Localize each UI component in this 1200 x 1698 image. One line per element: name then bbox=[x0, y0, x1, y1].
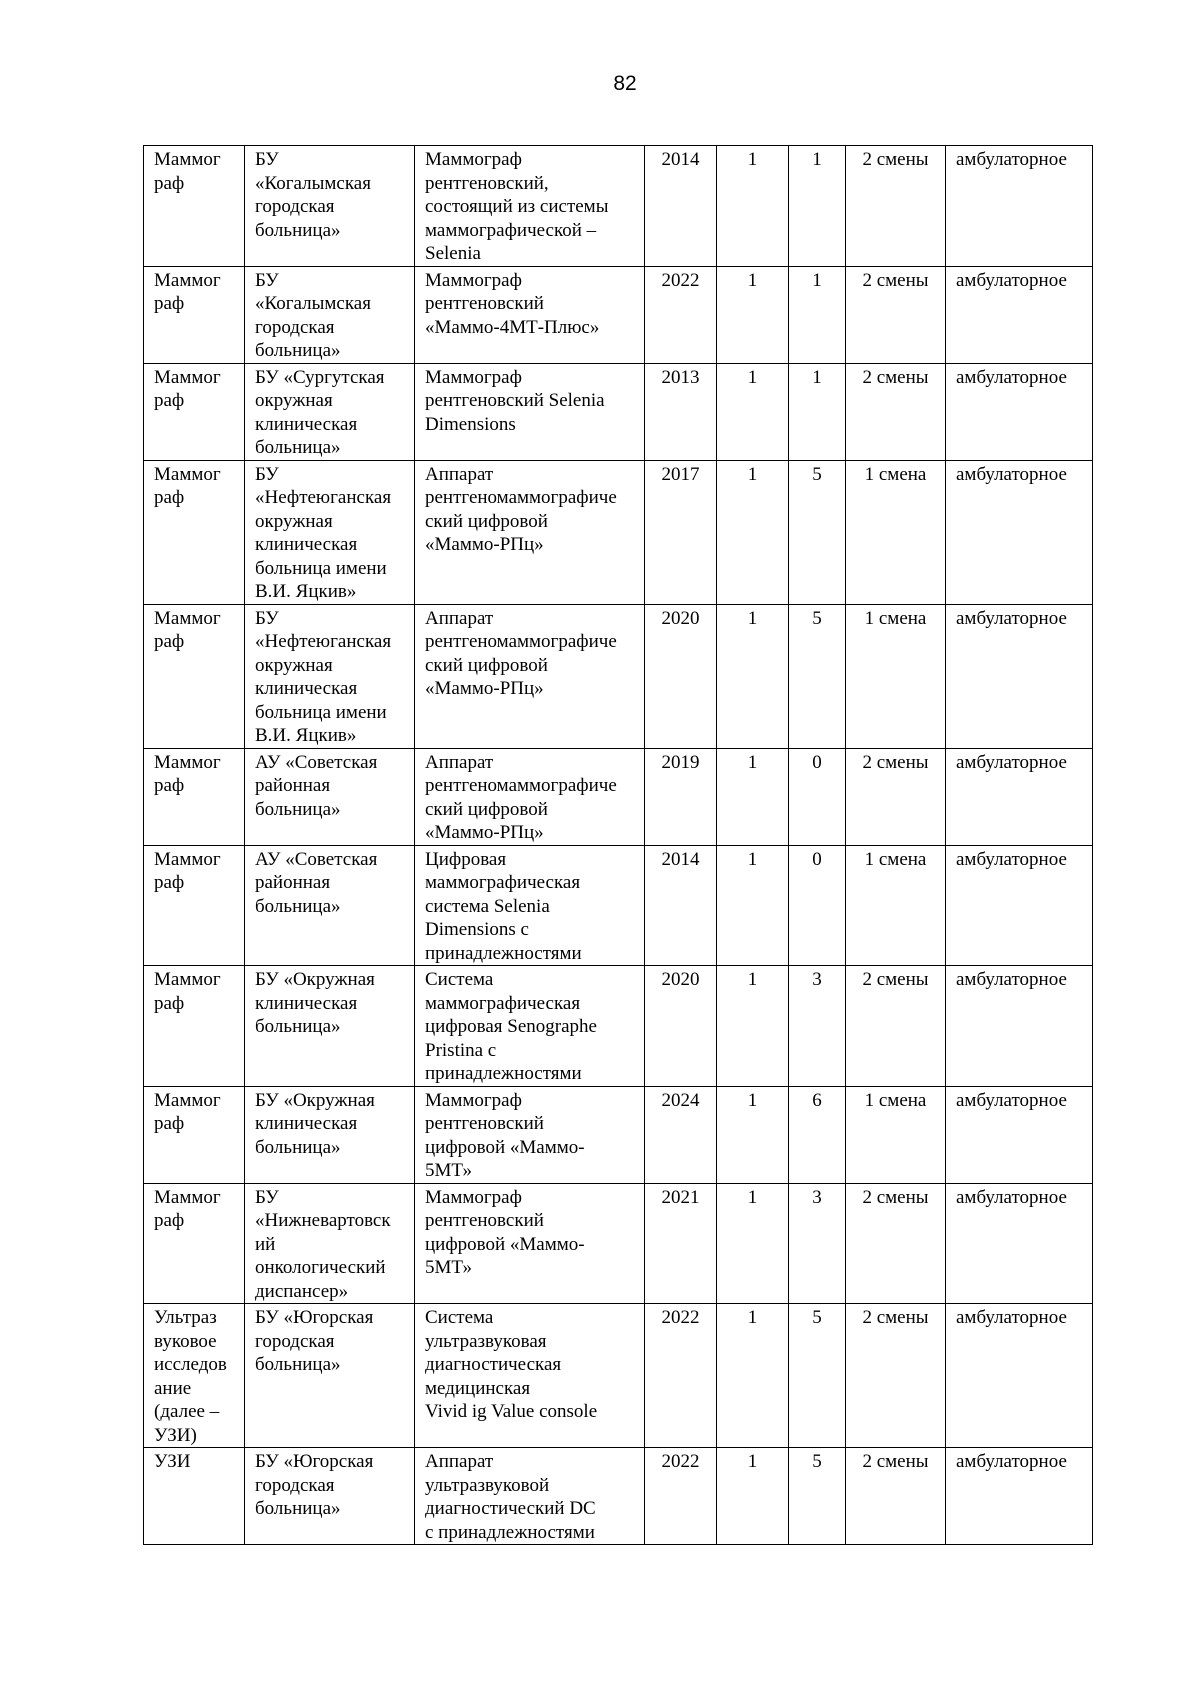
cell-shifts: 2 смены bbox=[846, 146, 946, 267]
cell-care-type: амбулаторное bbox=[946, 845, 1093, 966]
cell-organization: АУ «Советская районная больница» bbox=[245, 748, 415, 845]
cell-organization: БУ «Сургутская окружная клиническая больница» bbox=[245, 363, 415, 460]
cell-organization: БУ «Окружная клиническая больница» bbox=[245, 1086, 415, 1183]
cell-care-type: амбулаторное bbox=[946, 460, 1093, 604]
page-number: 82 bbox=[613, 72, 637, 95]
cell-shifts: 2 смены bbox=[846, 363, 946, 460]
cell-care-type: амбулаторное bbox=[946, 1183, 1093, 1304]
cell-name: Маммог раф bbox=[144, 146, 245, 267]
cell-equipment: Аппарат ультразвуковой диагностический DC с принадлежностями bbox=[415, 1448, 645, 1545]
cell-shifts: 2 смены bbox=[846, 966, 946, 1087]
cell-equipment: Цифровая маммографическая система Selenia Dimensions с принадлежностями bbox=[415, 845, 645, 966]
cell-equipment: Система ультразвуковая диагностическая медицинская Vivid ig Value console bbox=[415, 1304, 645, 1448]
cell-name: Маммог раф bbox=[144, 266, 245, 363]
table-body bbox=[144, 146, 1093, 1545]
cell-organization: БУ «Нефтеюганская окружная клиническая больница имени В.И. Яцкив» bbox=[245, 604, 415, 748]
cell-shifts: 2 смены bbox=[846, 1183, 946, 1304]
cell-care-type: амбулаторное bbox=[946, 604, 1093, 748]
cell-organization: БУ «Окружная клиническая больница» bbox=[245, 966, 415, 1087]
cell-quantity: 1 bbox=[717, 748, 789, 845]
cell-equipment: Маммограф рентгеновский цифровой «Маммо- 5МТ» bbox=[415, 1183, 645, 1304]
cell-organization: АУ «Советская районная больница» bbox=[245, 845, 415, 966]
cell-count: 5 bbox=[789, 1304, 846, 1448]
cell-care-type: амбулаторное bbox=[946, 266, 1093, 363]
cell-count: 0 bbox=[789, 748, 846, 845]
cell-year: 2017 bbox=[645, 460, 717, 604]
cell-quantity: 1 bbox=[717, 266, 789, 363]
cell-equipment: Маммограф рентгеновский Selenia Dimensions bbox=[415, 363, 645, 460]
cell-year: 2020 bbox=[645, 604, 717, 748]
cell-care-type: амбулаторное bbox=[946, 363, 1093, 460]
cell-shifts: 2 смены bbox=[846, 1448, 946, 1545]
table-row bbox=[144, 748, 1093, 845]
cell-shifts: 1 смена bbox=[846, 460, 946, 604]
cell-name: УЗИ bbox=[144, 1448, 245, 1545]
cell-name: Маммог раф bbox=[144, 966, 245, 1087]
cell-organization: БУ «Нефтеюганская окружная клиническая больница имени В.И. Яцкив» bbox=[245, 460, 415, 604]
cell-count: 1 bbox=[789, 363, 846, 460]
cell-equipment: Маммограф рентгеновский цифровой «Маммо- 5МТ» bbox=[415, 1086, 645, 1183]
cell-year: 2022 bbox=[645, 266, 717, 363]
cell-equipment: Маммограф рентгеновский «Маммо-4МТ-Плюс» bbox=[415, 266, 645, 363]
cell-name: Маммог раф bbox=[144, 460, 245, 604]
cell-shifts: 2 смены bbox=[846, 1304, 946, 1448]
cell-name: Ультраз вуковое исследов ание (далее – УЗИ) bbox=[144, 1304, 245, 1448]
table-row bbox=[144, 604, 1093, 748]
cell-equipment: Маммограф рентгеновский, состоящий из системы маммографической – Selenia bbox=[415, 146, 645, 267]
table-row bbox=[144, 460, 1093, 604]
cell-equipment: Аппарат рентгеномаммографиче ский цифровой «Маммо-РПц» bbox=[415, 604, 645, 748]
table-row bbox=[144, 363, 1093, 460]
cell-care-type: амбулаторное bbox=[946, 1448, 1093, 1545]
cell-year: 2022 bbox=[645, 1304, 717, 1448]
cell-count: 1 bbox=[789, 146, 846, 267]
cell-quantity: 1 bbox=[717, 363, 789, 460]
cell-name: Маммог раф bbox=[144, 363, 245, 460]
table-row bbox=[144, 266, 1093, 363]
cell-shifts: 1 смена bbox=[846, 604, 946, 748]
cell-quantity: 1 bbox=[717, 146, 789, 267]
cell-name: Маммог раф bbox=[144, 748, 245, 845]
cell-quantity: 1 bbox=[717, 1183, 789, 1304]
cell-year: 2013 bbox=[645, 363, 717, 460]
table-row bbox=[144, 146, 1093, 267]
cell-care-type: амбулаторное bbox=[946, 966, 1093, 1087]
cell-quantity: 1 bbox=[717, 1448, 789, 1545]
cell-name: Маммог раф bbox=[144, 604, 245, 748]
cell-care-type: амбулаторное bbox=[946, 1086, 1093, 1183]
cell-year: 2024 bbox=[645, 1086, 717, 1183]
cell-count: 5 bbox=[789, 460, 846, 604]
cell-shifts: 2 смены bbox=[846, 748, 946, 845]
cell-equipment: Аппарат рентгеномаммографиче ский цифровой «Маммо-РПц» bbox=[415, 460, 645, 604]
cell-quantity: 1 bbox=[717, 460, 789, 604]
cell-count: 5 bbox=[789, 604, 846, 748]
cell-care-type: амбулаторное bbox=[946, 146, 1093, 267]
cell-name: Маммог раф bbox=[144, 1183, 245, 1304]
cell-name: Маммог раф bbox=[144, 1086, 245, 1183]
table-row bbox=[144, 1448, 1093, 1545]
cell-shifts: 1 смена bbox=[846, 1086, 946, 1183]
cell-quantity: 1 bbox=[717, 845, 789, 966]
cell-shifts: 2 смены bbox=[846, 266, 946, 363]
cell-count: 5 bbox=[789, 1448, 846, 1545]
table-row bbox=[144, 1183, 1093, 1304]
cell-quantity: 1 bbox=[717, 1086, 789, 1183]
cell-count: 0 bbox=[789, 845, 846, 966]
cell-year: 2022 bbox=[645, 1448, 717, 1545]
cell-year: 2020 bbox=[645, 966, 717, 1087]
cell-name: Маммог раф bbox=[144, 845, 245, 966]
cell-care-type: амбулаторное bbox=[946, 1304, 1093, 1448]
cell-equipment: Система маммографическая цифровая Senographe Pristina с принадлежностями bbox=[415, 966, 645, 1087]
cell-organization: БУ «Югорская городская больница» bbox=[245, 1448, 415, 1545]
cell-count: 3 bbox=[789, 1183, 846, 1304]
equipment-table bbox=[143, 145, 1093, 1545]
table-row bbox=[144, 845, 1093, 966]
cell-organization: БУ «Югорская городская больница» bbox=[245, 1304, 415, 1448]
cell-year: 2014 bbox=[645, 845, 717, 966]
cell-organization: БУ «Когалымская городская больница» bbox=[245, 146, 415, 267]
cell-count: 3 bbox=[789, 966, 846, 1087]
table-row bbox=[144, 1304, 1093, 1448]
cell-quantity: 1 bbox=[717, 1304, 789, 1448]
cell-year: 2019 bbox=[645, 748, 717, 845]
cell-year: 2014 bbox=[645, 146, 717, 267]
cell-care-type: амбулаторное bbox=[946, 748, 1093, 845]
table-row bbox=[144, 966, 1093, 1087]
cell-organization: БУ «Нижневартовск ий онкологический диспансер» bbox=[245, 1183, 415, 1304]
cell-count: 6 bbox=[789, 1086, 846, 1183]
cell-quantity: 1 bbox=[717, 604, 789, 748]
cell-year: 2021 bbox=[645, 1183, 717, 1304]
cell-count: 1 bbox=[789, 266, 846, 363]
cell-shifts: 1 смена bbox=[846, 845, 946, 966]
cell-quantity: 1 bbox=[717, 966, 789, 1087]
cell-organization: БУ «Когалымская городская больница» bbox=[245, 266, 415, 363]
table-row bbox=[144, 1086, 1093, 1183]
cell-equipment: Аппарат рентгеномаммографиче ский цифровой «Маммо-РПц» bbox=[415, 748, 645, 845]
